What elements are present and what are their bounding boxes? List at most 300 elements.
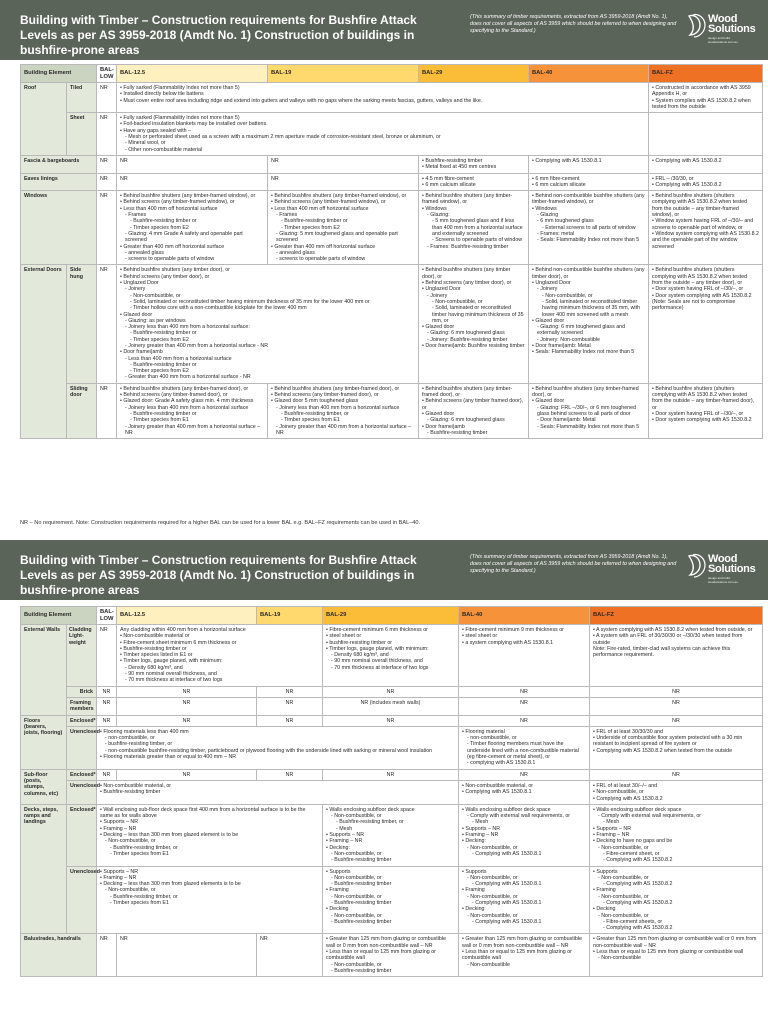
list-line: - Solid, laminated or reconstituted timber having minimum thickness of 35 mm, with lower 400 mm screened with a mesh — [542, 298, 641, 318]
cell-list — [590, 780, 763, 804]
list-line: - Solid, laminated or reconstituted timber having minimum thickness of 35 mm for the lower 400 mm or — [130, 298, 370, 305]
list-line: • Behind bushfire shutters (any timber-framed door), or — [120, 385, 249, 392]
list-line: - screens to openable parts of window — [276, 256, 366, 263]
list-line: - Frames — [276, 212, 298, 219]
list-line: • Behind screens (any timber-framed door), or — [271, 392, 379, 399]
list-line: - Timber species from E1 — [110, 899, 169, 906]
list-line: - Timber species from E1 — [281, 417, 340, 424]
cell-list — [323, 934, 459, 977]
list-line: - Non-combustible, or — [598, 912, 649, 919]
list-line: • Behind bushfire shutters (any timber door), or — [120, 267, 230, 274]
cell-list — [419, 155, 529, 173]
list-line: • Constructed in accordance with AS 3959 Appendix H, or — [652, 85, 751, 98]
list-line: - Joinery less than 400 mm from a horizontal surface — [276, 404, 400, 411]
list-line: • Flooring materials greater than or equal to 400 mm – NR — [100, 754, 237, 761]
cell-nr: NR — [97, 934, 117, 977]
list-line: • Fibre-cement minimum 6 mm thickness or — [326, 627, 428, 633]
list-line: - non-combustible bushfire-resisting timber, particleboard or plywood flooring with the underside lined with sarking or mineral wool insulation — [105, 747, 433, 754]
cell-list — [268, 383, 419, 438]
row-sublabel-brick: Brick — [67, 686, 97, 697]
col-bal-low: BAL-LOW — [97, 607, 117, 625]
list-line: • Bushfire-resisting timber — [422, 157, 483, 164]
list-line: - Timber hollow core with a non-combustible kickplate for the lower 400 mm — [130, 305, 307, 312]
list-line: • FRL of at least 30/–/– and — [593, 782, 658, 789]
list-line: - Joinery: Bushfire-resisting timber — [427, 336, 508, 343]
cladding-label: Cladding — [69, 627, 92, 633]
list-line: • Flooring materials less than 400 mm — [100, 728, 189, 735]
cell-nr: NR — [97, 686, 117, 697]
cell-list — [117, 191, 268, 265]
cell-list — [117, 625, 323, 687]
row-label-windows: Windows — [21, 191, 97, 265]
list-line: • Have any gaps sealed with – — [120, 127, 192, 134]
list-line: • Behind screens (any timber door), or — [120, 273, 210, 280]
list-line: - bushfire-resisting timber, or — [105, 741, 173, 748]
list-line: • a system complying with AS 1530.8.1 — [462, 639, 554, 646]
list-line: - annealed glass — [125, 249, 164, 256]
cell-list — [590, 625, 763, 687]
list-line: • Windows — [422, 205, 447, 212]
list-line: • Non-combustible, or — [593, 789, 644, 796]
list-line: • Behind bushfire shutters (shutters complying with AS 1530.8.2 when tested from the outside – any timber-framed window), or — [652, 193, 748, 219]
list-line: • steel sheet or — [462, 633, 498, 640]
list-line: • Behind non-combustible bushfire shutters (any timber-framed window), or — [532, 193, 645, 206]
list-line: - Timber species from E2 — [130, 224, 189, 231]
header-banner — [0, 0, 768, 60]
list-line: • Behind bushfire shutters (any timber-framed door), or — [271, 385, 400, 392]
list-line: • Framing – NR — [100, 874, 137, 881]
list-line: - Non-combustible, or — [331, 961, 382, 968]
wood-solutions-logo — [686, 10, 756, 50]
list-line: - Bushfire-resisting timber or — [130, 410, 197, 417]
col-bal-12-5: BAL-12.5 — [117, 65, 268, 83]
list-line: - Joinery less than 400 mm from a horizontal surface — [125, 404, 249, 411]
list-line: • Complying with AS 1530.8.2 — [652, 181, 722, 188]
col-bal-29: BAL-29 — [419, 65, 529, 83]
cell-list — [268, 191, 419, 265]
list-line: - Glazing: 4 mm Grade A safety and openable part screened — [125, 230, 243, 244]
list-line: - Complying with AS 1530.8.1 — [472, 899, 542, 906]
list-line: • Behind bushfire shutters (shutters complying with AS 1530.8.2 when tested from the outside – any timber-framed door), or — [652, 385, 755, 411]
list-line: - Bushfire-resisting timber or — [130, 361, 197, 368]
list-line: - Comply with external wall requirements, or — [467, 813, 571, 820]
cell-nr: NR — [257, 769, 323, 780]
list-line: - Mesh or perforated sheet used as a screen with a maximum 2 mm aperture made of corrosion-resistant steel, bronze or aluminum, or — [125, 134, 441, 141]
row-label-roof: Roof — [21, 83, 67, 156]
list-line: • FRL of at least 30/30/30 and — [593, 728, 663, 735]
cell-list — [97, 726, 459, 769]
list-line: - Bushfire-resisting timber — [331, 918, 392, 925]
list-line: • Behind bushfire shutters (any timber-framed window), or — [271, 193, 407, 200]
list-line: • Less than 400 mm off horizontal surface — [271, 205, 369, 212]
cell-nr: NR — [97, 191, 117, 265]
list-line: - Complying with AS 1530.8.2 — [603, 925, 673, 932]
list-line: - complying with AS 1530.8.1 — [467, 760, 536, 767]
list-line: - Non-combustible — [467, 961, 510, 968]
list-line: - Fibre-cement sheets, or — [603, 918, 663, 925]
list-line: • Decking – less than 300 mm from glazed elements is to be — [100, 881, 241, 888]
cell-nr: NR — [97, 383, 117, 438]
list-line: • Fully sarked (Flammability Index not more than 5) — [120, 115, 240, 122]
cell-list — [590, 934, 763, 977]
table-row-decks-enclosed — [21, 804, 763, 866]
list-line: • Glazed door 5 mm toughened glass — [271, 398, 359, 405]
cell-list — [649, 173, 763, 191]
page-title-2: Building with Timber – Construction requirements for Bushfire Attack Levels as per AS 3959-2018 (Amdt No. 1) Construction of buildings in bushfire-prone areas — [20, 553, 417, 597]
logo-tagline: design and build woodsolutions.com.au — [708, 36, 738, 44]
list-line: - Frames — [125, 212, 147, 219]
list-line: - Glazing: 6 mm toughened glass — [427, 417, 505, 424]
list-line: • Supports — [326, 868, 351, 875]
cell-list — [117, 83, 649, 113]
list-line: - Other non-combustible material — [125, 146, 203, 153]
cell-nr: NR — [97, 173, 117, 191]
list-line: - Less than 400 mm from a horizontal surface — [125, 355, 232, 362]
table-row-balustrades — [21, 934, 763, 977]
cell-nr: NR — [117, 934, 257, 977]
list-line: - Complying with AS 1530.8.2 — [603, 881, 673, 888]
list-line: - Complying with AS 1530.8.1 — [472, 881, 542, 888]
list-line: - Complying with AS 1530.8.1 — [472, 918, 542, 925]
list-line: • Framing — [462, 887, 485, 894]
list-line: • Glazed door — [422, 410, 455, 417]
list-line: - Glazing: — [427, 212, 450, 219]
col-bal-fz: BAL-FZ — [590, 607, 763, 625]
list-line: • Framing — [326, 887, 349, 894]
list-line: Note: Fire-rated, timber-clad wall systems can achieve this performance requirement. — [593, 645, 731, 659]
cell-nr: NR — [97, 769, 117, 780]
col-building-element: Building Element — [21, 65, 97, 83]
cell-nr: NR — [97, 265, 117, 383]
cell-list — [590, 866, 763, 934]
table-row-doors-side-hung — [21, 265, 763, 383]
cell-list — [117, 113, 649, 156]
list-line: - Comply with external wall requirements, or — [598, 813, 702, 820]
list-line: - Mesh — [336, 825, 353, 832]
list-line: - Non-combustible, or — [105, 838, 156, 845]
row-sublabel-cladding — [67, 625, 97, 687]
list-line: • Installed directly below tile battens — [120, 91, 204, 98]
row-label-subfloor: Sub-floor (posts, stumps, columns, etc) — [21, 769, 67, 804]
cell-list — [649, 265, 763, 383]
list-line: - Screens to openable parts of window — [432, 237, 523, 244]
list-line: • A system complying with AS 1530.8.2 when tested from outside, or — [593, 627, 753, 633]
list-line: • Fibre-cement sheet minimum 6 mm thickness or — [120, 639, 237, 646]
table-row-subfloor-unenclosed — [21, 780, 763, 804]
logo-word-2: Solutions — [708, 563, 756, 575]
list-line: - non-combustible, or — [105, 735, 155, 742]
list-line: - Non-combustible — [598, 955, 641, 962]
row-sublabel-side-hung: Side hung — [67, 265, 97, 383]
header-note-2: (This summary of timber requirements, extracted from AS 3959-2018 (Amdt No. 1), does not cover all aspects of AS 3959 which should be referred to when designing and specifying to the Standard.) — [470, 554, 677, 575]
list-line: • Behind screens (any timber door), or — [422, 280, 512, 287]
cell-list — [649, 383, 763, 438]
list-line: - Joinery greater than 400 mm from a horizontal surface – NR — [276, 423, 412, 436]
list-line: • Must cover entire roof area including ridge and extend into gutters and valleys with no gaps where the sarking meets fascias, gutters, valleys and the like. — [120, 97, 483, 104]
list-line: - Mesh — [472, 819, 489, 826]
cell-nr: NR (includes mesh walls) — [323, 697, 459, 715]
list-line: - 70 mm thickness at interface of two logs — [331, 664, 429, 671]
cell-list — [590, 804, 763, 866]
logo-word-1: Wood — [708, 13, 738, 25]
table-row-floors-enclosed — [21, 715, 763, 726]
cell-nr: NR — [97, 83, 117, 113]
row-sublabel-framing: Framing members — [67, 697, 97, 715]
list-line: • FRL – /30/30, or — [652, 175, 694, 182]
list-line: • Underside of combustible floor system protected with a 30 min resistant to incipient spread of fire system or — [593, 735, 743, 748]
list-line: • Supports — [593, 868, 618, 875]
list-line: • Complying with AS 1530.8.1 — [462, 789, 532, 796]
table-row-walls-lightweight — [21, 625, 763, 687]
list-line: • Less than or equal to 125 mm from glazing or combustible wall — [462, 949, 572, 962]
cell-list — [529, 191, 649, 265]
cell-nr: NR — [117, 769, 257, 780]
list-line: - Joinery — [125, 286, 146, 293]
list-line: • bushfire-resisting timber or — [326, 639, 393, 646]
list-line: - Non-combustible, or — [598, 874, 649, 881]
col-bal-12-5: BAL-12.5 — [117, 607, 257, 625]
row-label-balustrades: Balustrades, handrails — [21, 934, 97, 977]
table-row-walls-framing — [21, 697, 763, 715]
list-line: • Door frame/jamb: Metal — [532, 342, 591, 349]
list-line: • Supports – NR — [462, 825, 501, 832]
list-line: - 6 mm toughened glass — [537, 218, 594, 225]
cell-list — [97, 866, 323, 934]
row-label-fascia: Fascia & bargeboards — [21, 155, 97, 173]
list-line: • Wall enclosing sub-floor deck space first 400 mm from a horizontal surface is to be the same as for walls above — [100, 806, 306, 820]
cell-list — [529, 383, 649, 438]
header-note: (This summary of timber requirements, extracted from AS 3959-2018 (Amdt No. 1), does not cover all aspects of AS 3959 which should be referred to when designing and specifying to the Standard.) — [470, 14, 677, 35]
list-line: • Glazed door — [120, 311, 153, 318]
cell-nr: NR — [97, 625, 117, 687]
list-line: • Window system having FRL of –/30/– and screens to openable part of window, or — [652, 218, 754, 231]
col-bal-40: BAL-40 — [459, 607, 590, 625]
list-line: - Greater than 400 mm from a horizontal surface - NR — [125, 374, 251, 381]
cell-text: • Complying with AS 1530.8.1 — [529, 155, 649, 173]
list-line: • Behind bushfire shutters (any timber-framed window), or — [120, 193, 256, 200]
cell-nr: NR — [117, 697, 257, 715]
list-line: • 6 mm calcium silicate — [422, 181, 476, 188]
list-line: - Non-combustible, or — [331, 912, 382, 919]
list-line: • Seals: Flammability Index not more than 5 — [532, 349, 635, 356]
cell-list — [323, 804, 459, 866]
list-line: • Behind screens (any timber-framed window), or — [271, 199, 386, 206]
list-line: • Supports — [462, 868, 487, 875]
list-line: - Solid, laminated or reconstituted timber having minimum thickness of 35 mm, or — [432, 305, 524, 324]
row-sublabel-sliding: Sliding door — [67, 383, 97, 438]
cell-nr: NR — [323, 686, 459, 697]
list-line: - Non-combustible, or — [331, 874, 382, 881]
list-line: • Behind bushfire shutters (any timber-framed window), or — [422, 193, 513, 206]
list-line: - Non-combustible, or — [467, 874, 518, 881]
cell-nr: NR — [97, 155, 117, 173]
list-line: - Bushfire-resisting timber — [331, 967, 392, 974]
list-line: - Door frame/jamb: Metal — [537, 417, 596, 424]
list-line: - Joinery: Non-combustible — [537, 336, 600, 343]
cell-nr: NR — [257, 697, 323, 715]
cell-nr: NR — [117, 715, 257, 726]
leaf-icon — [686, 12, 708, 38]
list-line: - Complying with AS 1530.8.2 — [603, 899, 673, 906]
list-line: • Door system complying with AS 1530.8.2 — [652, 417, 752, 424]
list-line: • Less than 400 mm off horizontal surface — [120, 205, 218, 212]
list-line: • Glazed door: Grade A safety glass min. 4 mm thickness — [120, 398, 254, 405]
list-line: - Glazing: as per windows — [125, 317, 186, 324]
list-line: • Non-combustible material or — [120, 633, 190, 640]
list-line: • Greater than 125 mm from glazing or combustible wall or 0 mm from non-combustible wall – NR — [462, 936, 582, 949]
list-line: - 90 mm nominal overall thickness, and — [125, 671, 217, 678]
table-row-fascia — [21, 155, 763, 173]
cell-list — [459, 625, 590, 687]
cell-nr: NR — [257, 715, 323, 726]
list-line: • Decking — [462, 906, 485, 913]
list-line: • Door frame/jamb — [120, 349, 163, 356]
list-line: • Supports – NR — [100, 819, 139, 826]
list-line: • Timber species listed in E1 or — [120, 652, 193, 659]
logo-word-2: Solutions — [708, 23, 756, 35]
list-line: • Bushfire-resisting timber — [100, 789, 161, 796]
list-line: Any cladding within 400 mm from a horizontal surface — [120, 627, 246, 633]
list-line: - Non-combustible, or — [598, 844, 649, 851]
list-line: • Framing – NR — [462, 832, 499, 839]
list-line: • System complies with AS 1530.8.2 when tested from the outside — [652, 97, 751, 110]
list-line: - Bushfire-resisting timber — [331, 899, 392, 906]
list-line: - External screens to all parts of window — [542, 224, 636, 231]
list-line: - Joinery — [427, 292, 448, 299]
list-line: - Glazing: 6 mm toughened glass — [427, 330, 505, 337]
list-line: • Behind screens (any timber-framed window), or — [120, 199, 235, 206]
list-line: - Timber flooring members must have the underside lined with a non-combustible material (eg fibre-cement or metal sheet), or — [467, 741, 579, 761]
requirements-table-1 — [20, 64, 762, 439]
cell-empty — [649, 113, 763, 156]
list-line: - Non-combustible, or — [331, 850, 382, 857]
list-line: - Non-combustible, or — [598, 893, 649, 900]
list-line: - Non-combustible, or — [467, 912, 518, 919]
table-row-subfloor-enclosed — [21, 769, 763, 780]
row-sublabel-tiled: Tiled — [67, 83, 97, 113]
cell-nr: NR — [97, 715, 117, 726]
list-line: - Bushfire-resisting timber, or — [281, 410, 349, 417]
list-line: - Joinery greater than 400 mm from a horizontal surface - NR — [125, 342, 269, 349]
list-line: • Bushfire-resisting timber or — [120, 645, 187, 652]
list-line: - Frames: metal — [537, 230, 575, 237]
cell-nr: NR — [117, 155, 268, 173]
col-bal-low: BAL-LOW — [97, 65, 117, 83]
list-line: • Door frame/jamb — [422, 423, 465, 430]
cell-nr: NR — [590, 686, 763, 697]
list-line: • Framing – NR — [593, 832, 630, 839]
cell-list — [323, 625, 459, 687]
cell-nr: NR — [459, 697, 590, 715]
list-line: - Bushfire-resisting timber — [331, 881, 392, 888]
cell-nr: NR — [590, 697, 763, 715]
list-line: - Non-combustible, or — [331, 893, 382, 900]
row-label-floors: Floors (bearers, joists, flooring) — [21, 715, 67, 769]
list-line: - Mineral wool, or — [125, 140, 166, 147]
list-line: - Non-combustible, or — [331, 813, 382, 820]
list-line: - Glazing — [537, 212, 559, 219]
list-line: • Decking: — [462, 838, 486, 845]
list-line: • Greater than 125 mm from glazing or combustible wall or 0 mm from non-combustible wall – NR — [326, 936, 446, 949]
list-line: - Timber species from E1 — [110, 850, 169, 857]
list-line: • Walls enclosing subfloor deck space — [326, 806, 415, 813]
list-line: • Less than or equal to 125 mm from glazing or combustible wall — [593, 949, 744, 956]
col-building-element: Building Element — [21, 607, 97, 625]
list-line: - Seals: Flammability Index not more than 5 — [537, 237, 640, 244]
list-line: - Timber species from E2 — [130, 336, 189, 343]
cell-list — [117, 265, 419, 383]
cell-list — [459, 726, 590, 769]
row-label-eaves: Eaves linings — [21, 173, 97, 191]
list-line: • Behind screens (any timber-framed door), or — [120, 392, 228, 399]
list-line: - Joinery less than 400 mm from a horizontal surface: — [125, 324, 250, 331]
list-line: - Bushfire-resisting timber, or — [336, 819, 404, 826]
list-line: - Non-combustible, or — [130, 292, 181, 299]
list-line: - Density 680 kg/m³, and — [125, 664, 183, 671]
table-header-row — [21, 65, 763, 83]
row-label-external-doors: External Doors — [21, 265, 67, 439]
list-line: - Glazing: 5 mm toughened glass and openable part screened — [276, 230, 398, 244]
list-line: - Mesh — [603, 819, 620, 826]
cell-nr: NR — [97, 697, 117, 715]
list-line: - Bushfire-resisting timber or — [281, 218, 348, 225]
list-line: • 6 mm calcium silicate — [532, 181, 586, 188]
list-line: • Glazed door — [532, 317, 565, 324]
list-line: - Bushfire-resisting timber — [331, 857, 392, 864]
list-line: • A system with an FRL of 30/30/30 or –/30/30 when tested from outside — [593, 633, 743, 646]
list-line: • Non-combustible material, or — [462, 782, 534, 789]
list-line: - Bushfire-resisting timber, or — [110, 893, 178, 900]
list-line: - Timber species from E2 — [130, 368, 189, 375]
list-line: • Unglazed Door — [120, 280, 159, 287]
row-sublabel-unenclosed: Unenclosed — [67, 866, 97, 934]
list-line: • Door system complying with AS 1530.8.2 — [652, 292, 752, 299]
row-sublabel-unenclosed: Unenclosed — [67, 726, 97, 769]
list-line: - 90 mm nominal overall thickness, and — [331, 658, 423, 665]
list-line: - Bushfire-resisting timber, or — [110, 844, 178, 851]
cell-nr: NR — [590, 769, 763, 780]
cell-list — [419, 191, 529, 265]
cell-list — [529, 265, 649, 383]
table-row-eaves — [21, 173, 763, 191]
list-line: - Seals: Flammability Index not more than 5 — [537, 423, 640, 430]
list-line: • Door frame/jamb: Bushfire resisting timber — [422, 342, 525, 349]
list-line: - Timber species from E1 — [130, 417, 189, 424]
list-line: • Behind bushfire shutters (any timber-framed door), or — [532, 385, 639, 399]
list-line: - Fibre-cement sheet, or — [603, 850, 660, 857]
list-line: • Metal fixed at 450 mm centres — [422, 164, 497, 171]
list-line: • Framing – NR — [326, 838, 363, 845]
list-line: • Decking — [326, 906, 349, 913]
cell-list — [459, 804, 590, 866]
cell-nr: NR — [257, 934, 323, 977]
cell-list — [97, 780, 459, 804]
list-line: • Behind bushfire shutters (any timber door), or — [422, 267, 511, 280]
requirements-table-2 — [20, 606, 762, 977]
list-line: - Non-combustible, or — [467, 844, 518, 851]
list-line: • Foil-backed insulation blankets may be installed over battens. — [120, 121, 268, 128]
cell-list — [323, 866, 459, 934]
list-line: - Non-combustible, or — [467, 893, 518, 900]
table-row-roof-sheet — [21, 113, 763, 156]
list-line: • Decking – less than 300 mm from glazed element is to be — [100, 832, 239, 839]
list-line: • Less than or equal to 125 mm from glazing or combustible wall — [326, 949, 436, 962]
cell-list — [459, 866, 590, 934]
list-line: - Non-combustible, or — [105, 887, 156, 894]
list-line: • Decking: — [326, 844, 350, 851]
list-line: • Flooring material — [462, 728, 505, 735]
list-line: • Timber logs, gauge planed, with minimum: — [326, 645, 429, 652]
